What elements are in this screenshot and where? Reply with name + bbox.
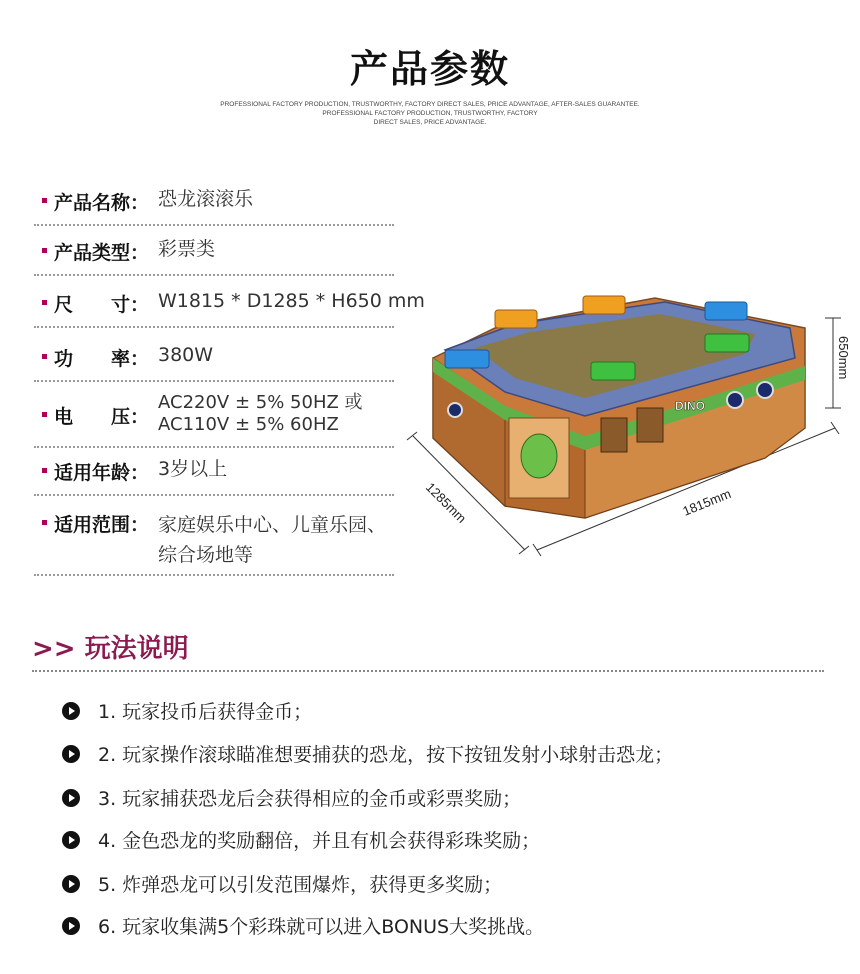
rule-text: 3. 玩家捕获恐龙后会获得相应的金币或彩票奖励；: [98, 788, 522, 810]
spec-row-scope: [34, 510, 394, 576]
rule-text: 2. 玩家操作滚球瞄准想要捕获的恐龙，按下按钮发射小球射击恐龙；: [98, 744, 674, 766]
spec-colon: ：: [130, 242, 150, 264]
play-circle-icon: [62, 745, 80, 763]
spec-bullet: [42, 198, 47, 203]
spec-row-age: [34, 458, 394, 496]
dim-depth-label: 1285mm: [422, 479, 470, 526]
spec-colon: ：: [130, 406, 150, 428]
spec-value-type: 彩票类: [158, 238, 216, 260]
rule-text: 1. 玩家投币后获得金币；: [98, 701, 313, 723]
rule-text: 6. 玩家收集满5个彩珠就可以进入BONUS大奖挑战。: [98, 916, 545, 938]
spec-bullet: [42, 300, 47, 305]
machine-illustration: [405, 288, 855, 558]
spec-value-power: 380W: [158, 344, 214, 366]
spec-value-scope-line-2: 综合场地等: [158, 544, 254, 566]
rule-text: 5. 炸弹恐龙可以引发范围爆炸，获得更多奖励；: [98, 874, 503, 896]
play-circle-icon: [62, 917, 80, 935]
spec-value-name: 恐龙滚滚乐: [158, 188, 254, 210]
machine-logo-text: DINO: [675, 399, 705, 413]
page-title: 产品参数: [349, 47, 510, 91]
spec-value-size: W1815 * D1285 * H650 mm: [158, 290, 425, 312]
subtitle-line-2: PROFESSIONAL FACTORY PRODUCTION, TRUSTWORTHY, FACTORY: [322, 110, 538, 117]
spec-colon: ：: [130, 462, 150, 484]
spec-row-power: [34, 344, 394, 382]
spec-row-type: [34, 238, 394, 276]
spec-label-age: 适用年龄: [54, 462, 131, 484]
rule-item: [62, 784, 521, 811]
spec-label-name: 产品名称: [54, 192, 131, 214]
spec-bullet: [42, 354, 47, 359]
page-subtitle: [0, 100, 860, 127]
rule-item: [62, 826, 540, 853]
spec-bullet: [42, 468, 47, 473]
spec-bullet: [42, 248, 47, 253]
spec-colon: ：: [130, 348, 150, 370]
dim-width-label: 1815mm: [680, 485, 734, 519]
spec-label-voltage: [54, 402, 130, 429]
play-circle-icon: [62, 789, 80, 807]
spec-label-size-b: 寸: [110, 294, 130, 316]
spec-value-scope: [158, 510, 386, 570]
spec-label-voltage-b: 压: [110, 406, 130, 428]
rule-item: [62, 697, 312, 724]
spec-label-power-a: 功: [54, 348, 74, 370]
spec-value-voltage-line-2: AC110V ± 5% 60HZ: [158, 414, 339, 435]
spec-colon: ：: [130, 294, 150, 316]
section-divider: [32, 670, 824, 672]
spec-value-age: 3岁以上: [158, 458, 228, 480]
spec-value-voltage: [158, 392, 363, 436]
spec-row-name: [34, 188, 394, 226]
rule-item: [62, 870, 502, 897]
gameplay-heading: >> 玩法说明: [32, 634, 189, 664]
spec-label-scope: 适用范围: [54, 514, 131, 536]
subtitle-line-3: DIRECT SALES, PRICE ADVANTAGE.: [373, 119, 487, 126]
spec-value-scope-line-1: 家庭娱乐中心、儿童乐园、: [158, 514, 387, 536]
rule-item: [62, 912, 544, 939]
machine-body: [433, 296, 805, 518]
dim-height-label: 650mm: [836, 336, 851, 380]
spec-row-voltage: [34, 394, 394, 448]
spec-colon: ：: [130, 192, 150, 214]
subtitle-line-1: PROFESSIONAL FACTORY PRODUCTION, TRUSTWORTHY, FACTORY DIRECT SALES, PRICE ADVANTAGE, AFTER-SALES GUARANTEE.: [220, 101, 640, 108]
spec-bullet: [42, 520, 47, 525]
play-circle-icon: [62, 875, 80, 893]
spec-label-power: [54, 344, 130, 371]
spec-label-size-a: 尺: [54, 294, 74, 316]
spec-value-voltage-line-1: AC220V ± 5% 50HZ 或: [158, 392, 363, 413]
spec-label-size: [54, 290, 130, 317]
spec-label-type: 产品类型: [54, 242, 131, 264]
spec-colon: ：: [130, 514, 150, 536]
spec-label-power-b: 率: [110, 348, 130, 370]
rule-text: 4. 金色恐龙的奖励翻倍，并且有机会获得彩珠奖励；: [98, 830, 541, 852]
rule-item: [62, 740, 673, 767]
spec-row-size: [34, 290, 425, 328]
spec-bullet: [42, 412, 47, 417]
spec-label-voltage-a: 电: [54, 406, 74, 428]
play-circle-icon: [62, 831, 80, 849]
play-circle-icon: [62, 702, 80, 720]
